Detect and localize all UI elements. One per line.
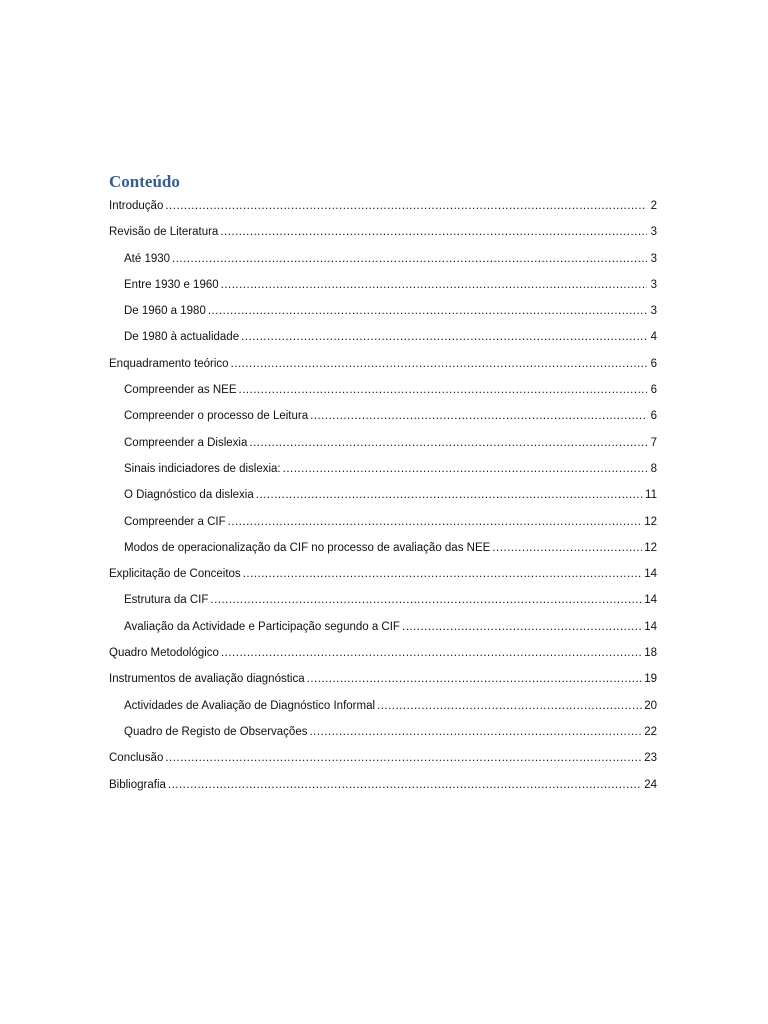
toc-entry-page-number: 18 [644, 647, 657, 660]
toc-dot-leader [249, 433, 647, 453]
toc-entry-page-number: 4 [650, 331, 657, 344]
toc-entry[interactable] [109, 380, 657, 406]
toc-entry-page-number: 14 [644, 620, 657, 633]
toc-entry[interactable] [109, 775, 657, 801]
toc-entry-label: De 1960 a 1980 [124, 305, 206, 318]
toc-entry-label: De 1980 à actualidade [124, 331, 240, 344]
toc-entry-page-number: 12 [644, 515, 657, 528]
toc-dot-leader [243, 564, 643, 584]
toc-entry-label: Avaliação da Actividade e Participação segundo a CIF [124, 620, 400, 633]
toc-entry-page-number: 3 [650, 252, 657, 265]
toc-entry[interactable] [109, 669, 657, 695]
toc-entry[interactable] [109, 327, 657, 353]
toc-dot-leader [172, 249, 647, 269]
toc-entry-label: Revisão de Literatura [109, 226, 219, 239]
toc-entry-label: Modos de operacionalização da CIF no processo de avaliação das NEE [124, 541, 491, 554]
toc-entry-label: Bibliografia [109, 778, 166, 791]
toc-entry-label: Compreender a Dislexia [124, 436, 248, 449]
toc-entry-label: Actividades de Avaliação de Diagnóstico Informal [124, 699, 376, 712]
toc-entry-label: Compreender a CIF [124, 515, 226, 528]
toc-entry-label: Sinais indiciadores de dislexia: [124, 462, 281, 475]
toc-entry[interactable] [109, 433, 657, 459]
toc-entry[interactable] [109, 222, 657, 248]
toc-entry-label: Instrumentos de avaliação diagnóstica [109, 673, 305, 686]
toc-entry-page-number: 6 [650, 384, 657, 397]
toc-entry-page-number: 3 [650, 226, 657, 239]
toc-entry-page-number: 6 [650, 357, 657, 370]
toc-entry[interactable] [109, 564, 657, 590]
toc-entry[interactable] [109, 590, 657, 616]
toc-list [109, 196, 657, 801]
toc-dot-leader [377, 696, 642, 716]
toc-entry-page-number: 7 [650, 436, 657, 449]
toc-dot-leader [492, 538, 642, 558]
toc-dot-leader [221, 643, 642, 663]
toc-entry-page-number: 20 [644, 699, 657, 712]
toc-dot-leader [165, 196, 647, 216]
toc-dot-leader [241, 327, 647, 347]
toc-entry[interactable] [109, 748, 657, 774]
toc-dot-leader [256, 485, 643, 505]
toc-dot-leader [208, 301, 647, 321]
toc-entry-page-number: 14 [644, 568, 657, 581]
toc-entry-page-number: 23 [644, 752, 657, 765]
toc-entry-page-number: 19 [644, 673, 657, 686]
toc-entry-label: Entre 1930 e 1960 [124, 278, 219, 291]
toc-dot-leader [168, 775, 642, 795]
toc-dot-leader [283, 459, 647, 479]
toc-entry-label: Explicitação de Conceitos [109, 568, 241, 581]
toc-entry[interactable] [109, 538, 657, 564]
toc-dot-leader [239, 380, 648, 400]
toc-title: Conteúdo [109, 172, 180, 191]
toc-entry-page-number: 2 [650, 200, 657, 212]
toc-entry-label: Quadro Metodológico [109, 647, 219, 660]
toc-entry-page-number: 14 [644, 594, 657, 607]
toc-entry[interactable] [109, 459, 657, 485]
toc-entry[interactable] [109, 485, 657, 511]
toc-entry-label: Conclusão [109, 752, 164, 765]
toc-entry-page-number: 3 [650, 278, 657, 291]
toc-dot-leader [221, 275, 647, 295]
toc-entry-page-number: 11 [645, 489, 657, 502]
toc-entry-label: Quadro de Registo de Observações [124, 725, 308, 738]
toc-entry-label: Enquadramento teórico [109, 357, 229, 370]
toc-entry-page-number: 3 [650, 305, 657, 318]
toc-entry-page-number: 12 [644, 541, 657, 554]
toc-dot-leader [307, 669, 643, 689]
toc-entry[interactable] [109, 301, 657, 327]
toc-dot-leader [220, 222, 647, 242]
toc-entry[interactable] [109, 643, 657, 669]
toc-entry[interactable] [109, 354, 657, 380]
toc-entry[interactable] [109, 722, 657, 748]
toc-entry-page-number: 6 [650, 410, 657, 423]
toc-entry[interactable] [109, 249, 657, 275]
toc-dot-leader [228, 512, 643, 532]
toc-entry[interactable] [109, 406, 657, 432]
toc-dot-leader [402, 617, 642, 637]
toc-entry-label: Introdução [109, 200, 164, 212]
toc-entry[interactable] [109, 617, 657, 643]
toc-entry[interactable] [109, 196, 657, 222]
toc-dot-leader [309, 722, 642, 742]
toc-entry-label: O Diagnóstico da dislexia [124, 489, 254, 502]
toc-dot-leader [231, 354, 647, 374]
toc-entry-label: Compreender o processo de Leitura [124, 410, 309, 423]
toc-entry[interactable] [109, 512, 657, 538]
toc-entry-page-number: 22 [644, 725, 657, 738]
toc-dot-leader [210, 590, 642, 610]
toc-entry-label: Estrutura da CIF [124, 594, 209, 607]
toc-dot-leader [310, 406, 647, 426]
toc-entry[interactable] [109, 696, 657, 722]
toc-entry-label: Compreender as NEE [124, 384, 237, 397]
toc-entry[interactable] [109, 275, 657, 301]
toc-entry-label: Até 1930 [124, 252, 171, 265]
toc-dot-leader [165, 748, 642, 768]
toc-entry-page-number: 24 [644, 778, 657, 791]
toc-entry-page-number: 8 [650, 462, 657, 475]
